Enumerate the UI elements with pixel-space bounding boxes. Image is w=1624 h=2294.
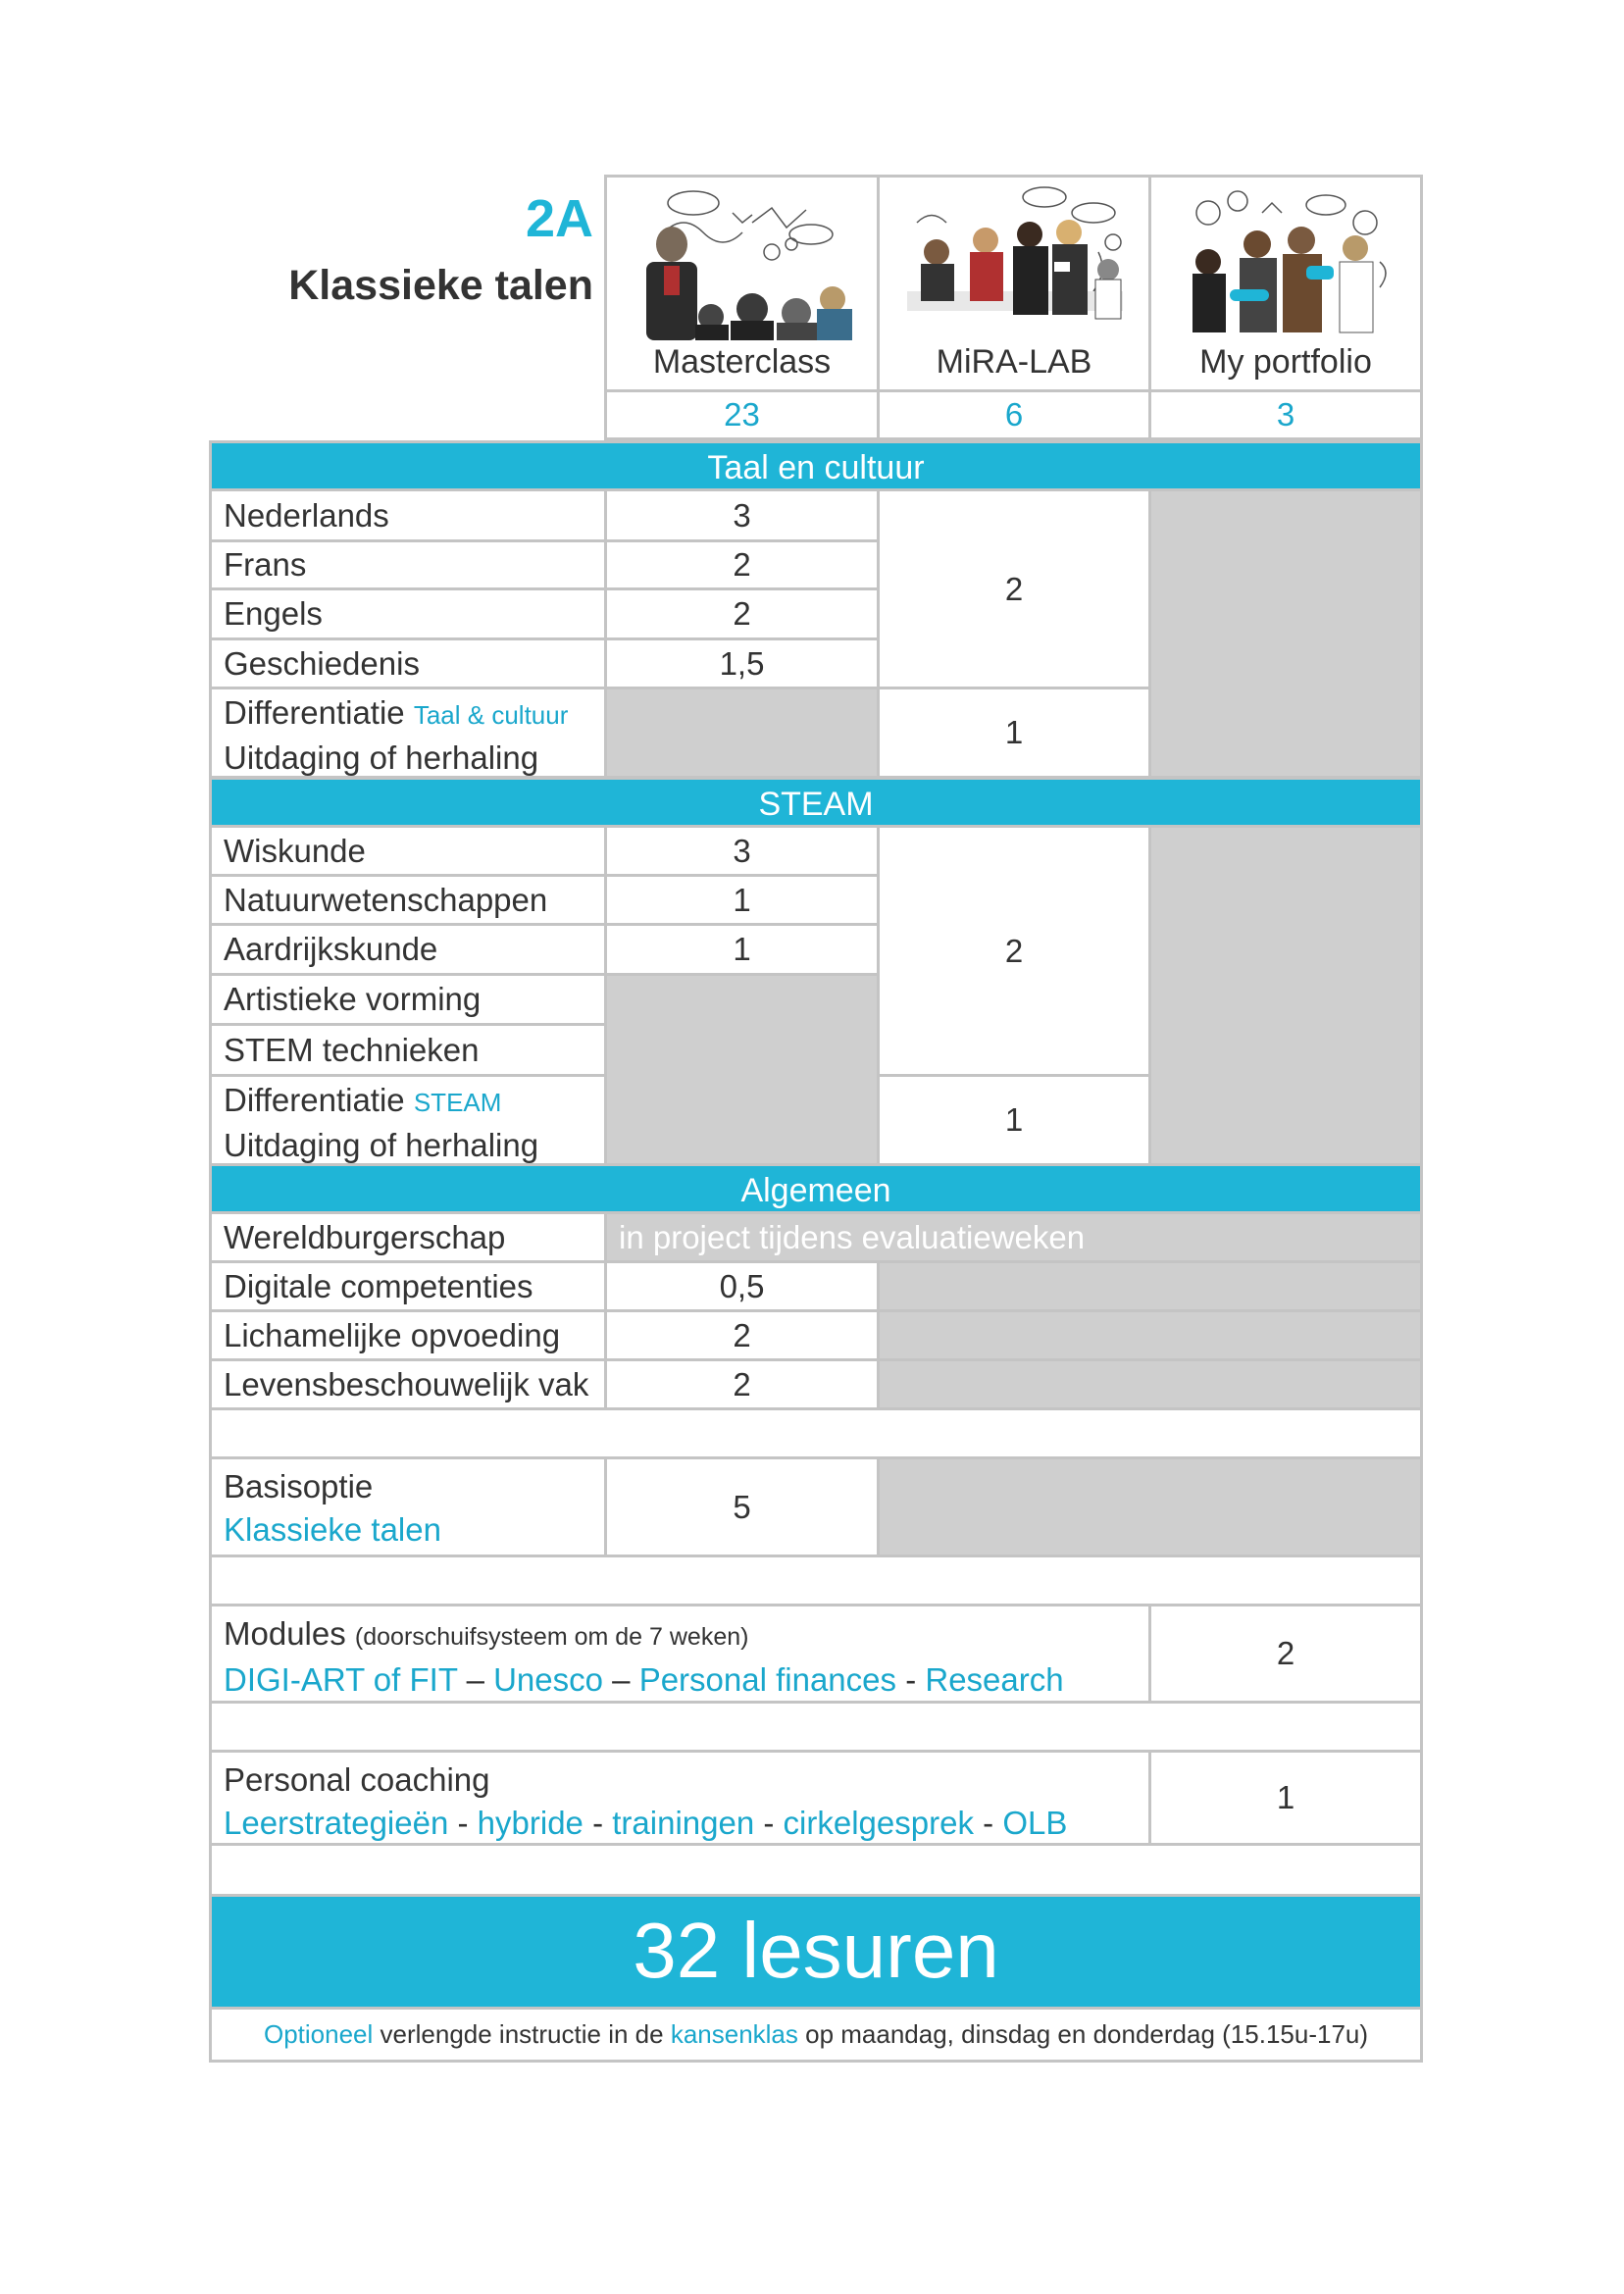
subject-row — [209, 973, 607, 1026]
subject-row — [209, 825, 607, 877]
subject-row — [209, 637, 607, 689]
subject-row — [209, 1309, 607, 1361]
column-header-masterclass — [604, 175, 880, 392]
subject-label: Engels — [224, 595, 323, 632]
hours-value: 2 — [1004, 932, 1024, 969]
coaching-item: trainingen — [612, 1805, 755, 1841]
hours-value: 2 — [733, 1365, 751, 1402]
coaching-separator: - — [457, 1805, 469, 1841]
subject-label: Lichamelijke opvoeding — [224, 1316, 561, 1353]
differentiatie-sub: Uitdaging of herhaling — [224, 1127, 539, 1163]
hours-value: 2 — [733, 546, 751, 583]
lab-hours-steam — [877, 825, 1151, 1077]
coaching-item: Leerstrategieën — [224, 1805, 449, 1841]
empty-gray-cell — [877, 1456, 1423, 1557]
module-item: Research — [925, 1661, 1064, 1698]
hours-value: 3 — [733, 832, 751, 869]
subject-label: STEM technieken — [224, 1031, 480, 1068]
subject-row — [209, 1260, 607, 1312]
total-hours-banner: 32 lesuren — [209, 1894, 1423, 2010]
coaching-separator: - — [983, 1805, 994, 1841]
hours-value: 1 — [1004, 714, 1024, 750]
differentiatie-hours — [877, 687, 1151, 779]
hours-value: 1,5 — [719, 644, 765, 682]
module-separator: - — [905, 1661, 917, 1698]
footer-text: verlengde instructie in de — [380, 2019, 664, 2049]
column-hours-masterclass: 23 — [604, 389, 880, 440]
differentiatie-label: Differentiatie — [224, 1082, 405, 1118]
empty-gray-cell — [604, 687, 880, 779]
module-item: DIGI-ART of FIT — [224, 1661, 458, 1698]
coaching-separator: - — [763, 1805, 775, 1841]
differentiatie-tag: Taal & cultuur — [413, 700, 569, 730]
column-hours-portfolio: 3 — [1148, 389, 1423, 440]
subject-row — [209, 1023, 607, 1077]
subject-label: Geschiedenis — [224, 644, 420, 682]
basisoptie-label: Basisoptie — [224, 1468, 374, 1504]
subject-label: Artistieke vorming — [224, 981, 482, 1017]
subject-label: Nederlands — [224, 496, 389, 534]
column-label-lab: MiRA-LAB — [936, 343, 1092, 381]
hours-cell — [604, 874, 880, 926]
subject-label: Wereldburgerschap — [224, 1218, 506, 1255]
modules-row — [209, 1604, 1151, 1704]
module-separator: – — [612, 1661, 631, 1698]
hours-cell — [604, 637, 880, 689]
footer-text: op maandag, dinsdag en donderdag (15.15u-17u) — [805, 2019, 1369, 2049]
note-text: in project tijdens evaluatieweken — [619, 1218, 1086, 1255]
spacer-row — [209, 1701, 1423, 1753]
footer-kansenklas: kansenklas — [670, 2019, 798, 2049]
footer-optioneel: Optioneel — [263, 2019, 374, 2049]
subject-row — [209, 488, 607, 542]
empty-gray-cell — [877, 1358, 1423, 1410]
hours-value: 5 — [733, 1488, 751, 1525]
coaching-hours — [1148, 1750, 1423, 1846]
subject-label: Levensbeschouwelijk vak — [224, 1365, 589, 1402]
hours-value: 2 — [733, 595, 751, 632]
hours-cell — [604, 587, 880, 640]
module-item: Personal finances — [638, 1661, 897, 1698]
column-header-lab — [877, 175, 1151, 392]
footer-note — [209, 2007, 1423, 2063]
hours-value: 1 — [1004, 1101, 1024, 1138]
spacer-row — [209, 1555, 1423, 1606]
coaching-item: cirkelgesprek — [783, 1805, 974, 1841]
empty-gray-cell — [604, 973, 880, 1166]
hours-value: 0,5 — [719, 1267, 765, 1304]
differentiatie-tag: STEAM — [413, 1088, 502, 1117]
coaching-row — [209, 1750, 1151, 1846]
hours-value: 2 — [1276, 1635, 1295, 1671]
hours-value: 1 — [733, 881, 751, 918]
modules-note: (doorschuifsysteem om de 7 weken) — [354, 1623, 749, 1651]
masterclass-illustration — [625, 183, 860, 340]
subject-label: Digitale competenties — [224, 1267, 533, 1304]
empty-gray-cell — [877, 1260, 1423, 1312]
column-label-portfolio: My portfolio — [1199, 343, 1372, 381]
modules-hours — [1148, 1604, 1423, 1704]
hours-cell — [604, 539, 880, 590]
grade-label: 2A — [525, 189, 593, 248]
spacer-row — [209, 1407, 1423, 1459]
hours-value: 1 — [1276, 1779, 1295, 1815]
column-label-masterclass: Masterclass — [652, 343, 832, 381]
subject-row — [209, 587, 607, 640]
column-header-portfolio — [1148, 175, 1423, 392]
module-separator: – — [466, 1661, 484, 1698]
coaching-separator: - — [592, 1805, 604, 1841]
subject-row — [209, 923, 607, 976]
differentiatie-row — [209, 687, 607, 779]
differentiatie-label: Differentiatie — [224, 694, 405, 731]
coaching-item: hybride — [477, 1805, 584, 1841]
basisoptie-hours — [604, 1456, 880, 1557]
hours-cell — [604, 825, 880, 877]
basisoptie-name: Klassieke talen — [224, 1511, 441, 1548]
hours-cell — [604, 1260, 880, 1312]
lab-illustration — [897, 183, 1133, 340]
modules-label: Modules — [224, 1615, 346, 1652]
hours-cell — [604, 1358, 880, 1410]
differentiatie-row — [209, 1074, 607, 1166]
empty-gray-cell — [877, 1309, 1423, 1361]
subject-label: Frans — [224, 546, 307, 583]
subject-label: Wiskunde — [224, 832, 366, 869]
subject-row — [209, 874, 607, 926]
subject-label: Natuurwetenschappen — [224, 881, 548, 918]
hours-value: 2 — [733, 1316, 751, 1353]
hours-cell — [604, 1309, 880, 1361]
section-heading-algemeen: Algemeen — [209, 1163, 1423, 1214]
wereldburgerschap-note — [604, 1211, 1423, 1263]
hours-value: 2 — [1004, 570, 1024, 607]
subject-label: Aardrijkskunde — [224, 931, 438, 967]
hours-value: 1 — [733, 931, 751, 967]
hours-value: 3 — [733, 496, 751, 534]
hours-cell — [604, 488, 880, 542]
lab-hours-taal — [877, 488, 1151, 689]
portfolio-gray-block — [1148, 825, 1423, 1166]
subject-row — [209, 539, 607, 590]
basisoptie-row — [209, 1456, 607, 1557]
differentiatie-sub: Uitdaging of herhaling — [224, 739, 539, 776]
subject-row — [209, 1211, 607, 1263]
module-item: Unesco — [493, 1661, 603, 1698]
portfolio-gray-block — [1148, 488, 1423, 779]
section-heading-steam: STEAM — [209, 777, 1423, 828]
column-hours-lab: 6 — [877, 389, 1151, 440]
hours-cell — [604, 923, 880, 976]
portfolio-illustration — [1169, 183, 1404, 340]
coaching-item: OLB — [1002, 1805, 1068, 1841]
spacer-row — [209, 1843, 1423, 1897]
section-heading-taal: Taal en cultuur — [209, 440, 1423, 491]
differentiatie-hours — [877, 1074, 1151, 1166]
page-title: Klassieke talen — [288, 262, 593, 309]
subject-row — [209, 1358, 607, 1410]
coaching-label: Personal coaching — [224, 1761, 490, 1798]
